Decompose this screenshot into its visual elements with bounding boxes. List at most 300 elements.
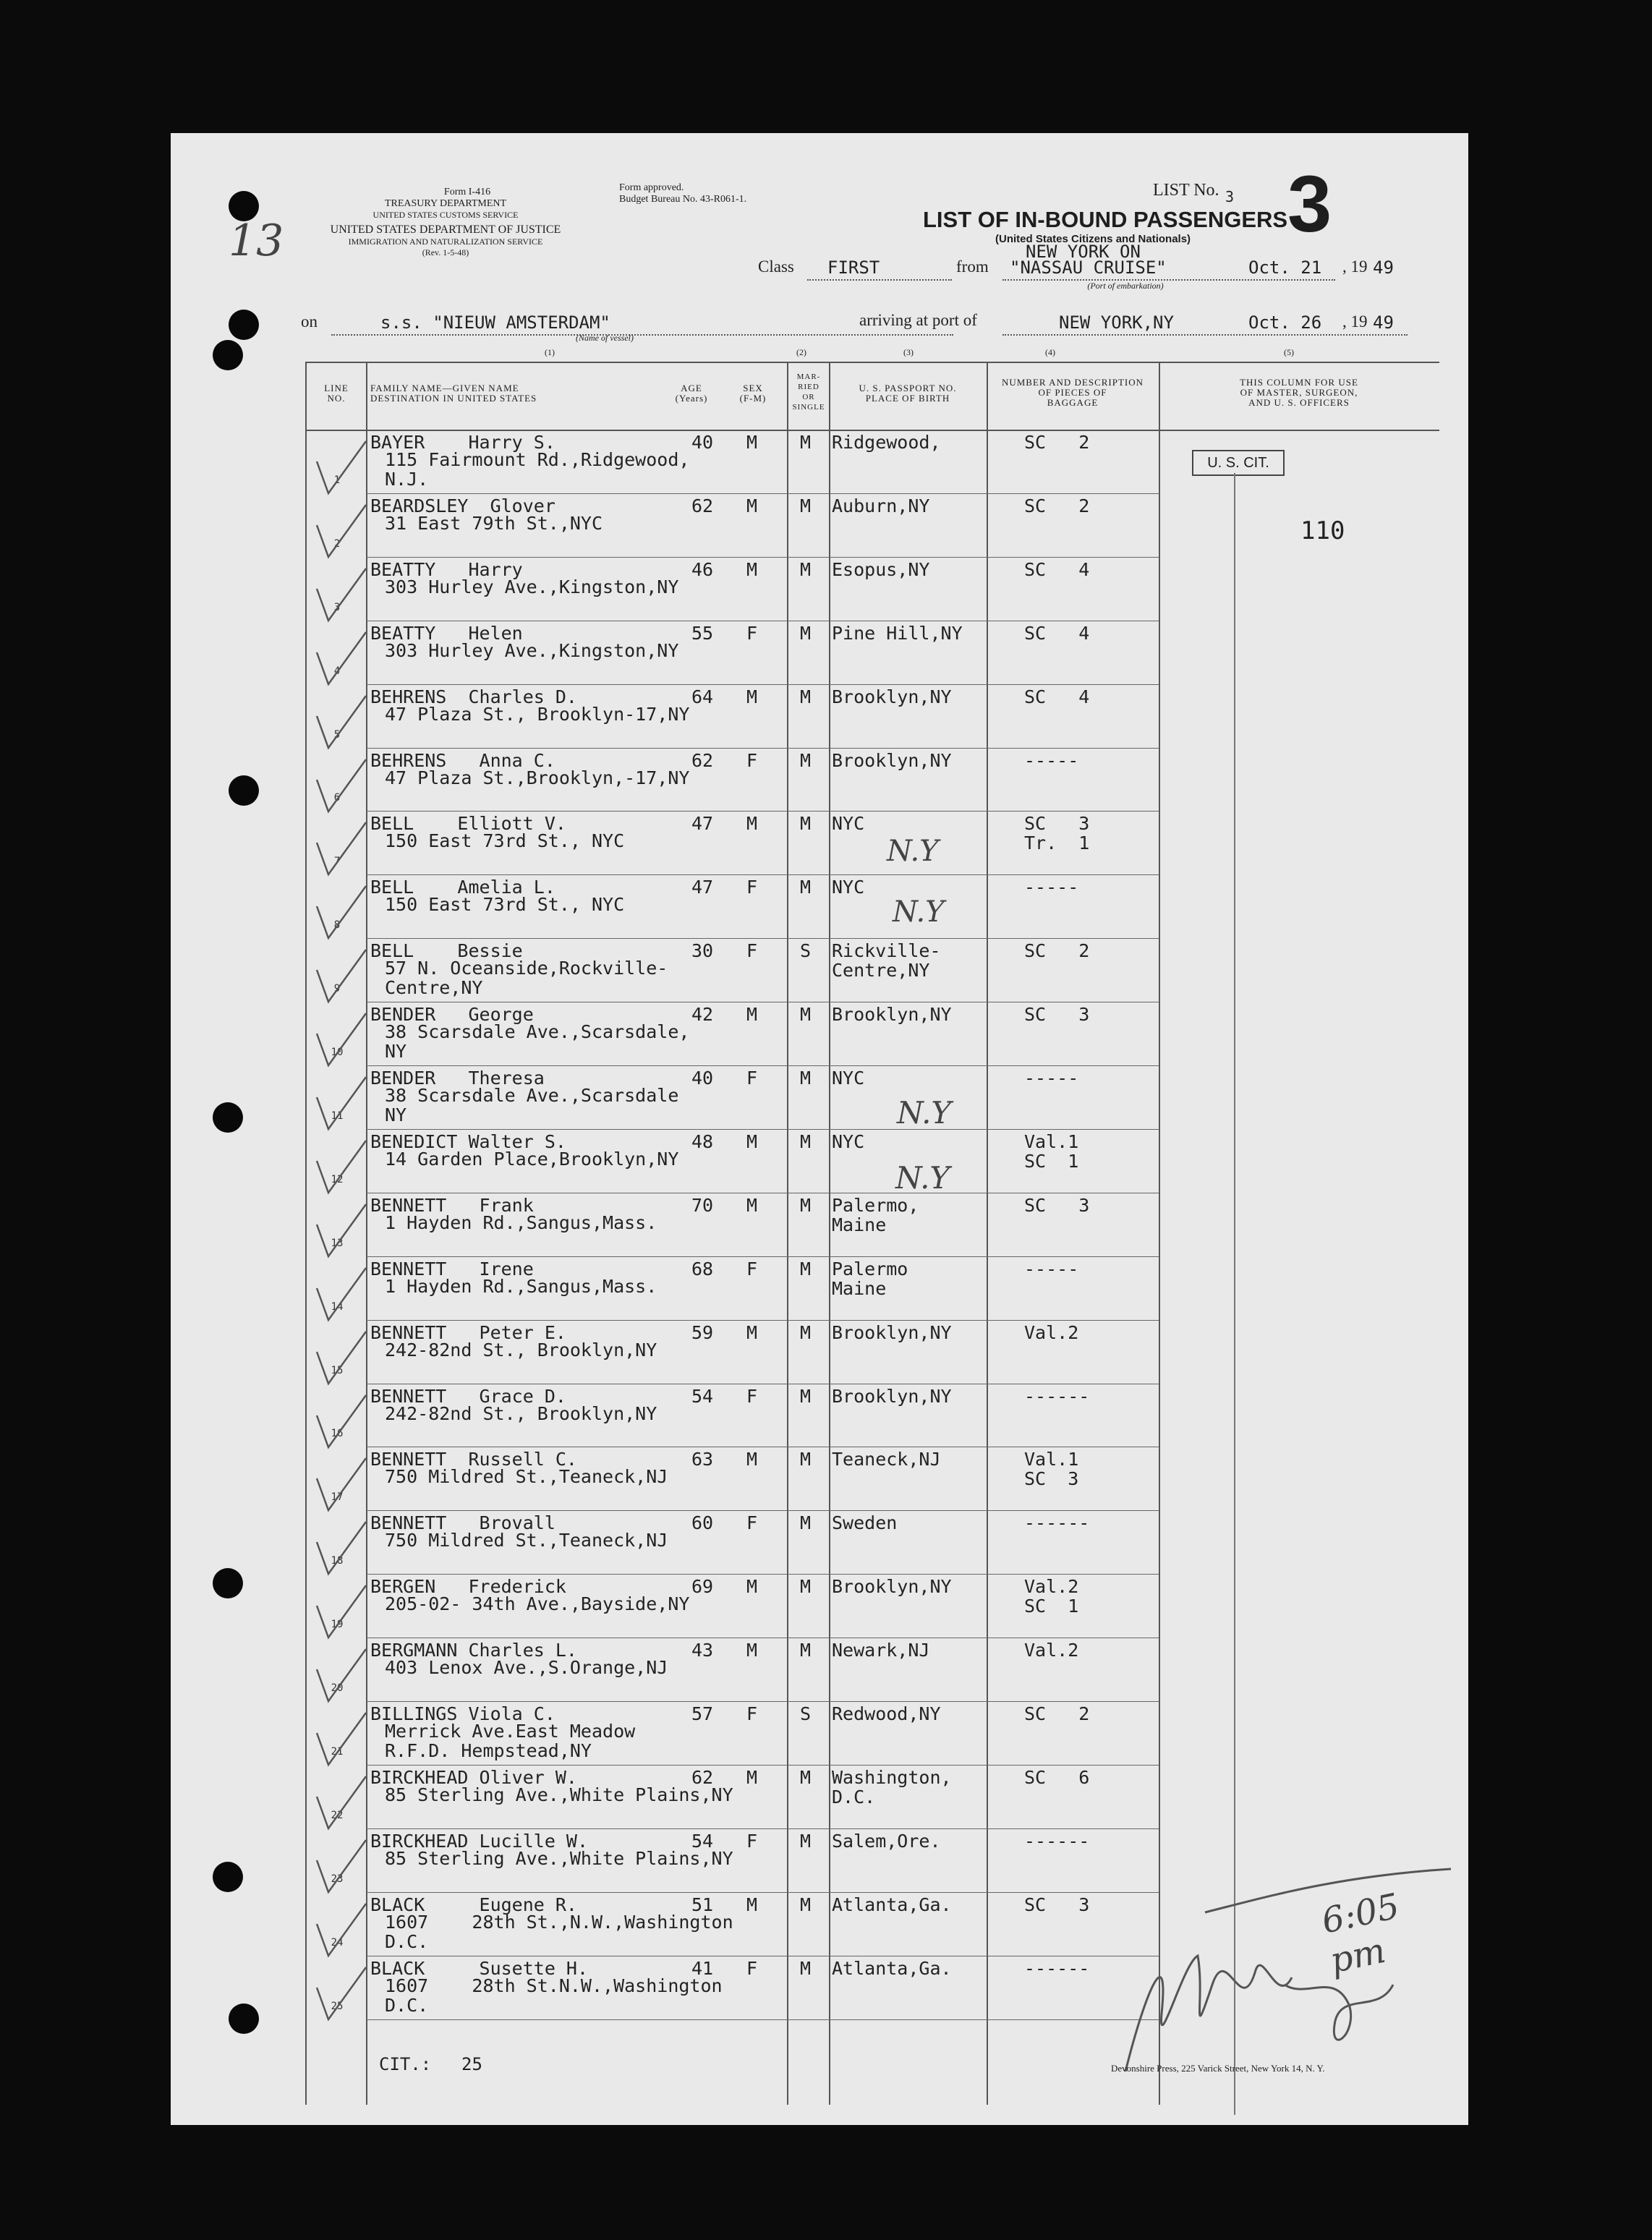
baggage: ------ [1024,1385,1090,1407]
baggage: Val.1 SC 3 [1024,1449,1079,1490]
marital-status: S [800,940,812,962]
col-header-baggage: NUMBER AND DESCRIPTION OF PIECES OF BAGGAGE [1001,377,1144,408]
baggage: Val.1 SC 1 [1024,1130,1079,1172]
line-number: 22 [331,1809,344,1821]
baggage: SC 4 [1024,686,1090,707]
treasury-dept: TREASURY DEPARTMENT [384,198,507,209]
handwritten-ny: N.Y [897,1095,952,1130]
passenger-address: 85 Sterling Ave.,White Plains,NY [385,1847,733,1869]
marital-status: M [800,749,812,771]
check-mark-icon [312,628,370,693]
passenger-sex: F [746,622,758,644]
passenger-age: 55 [691,622,714,644]
us-citizen-stamp: U. S. CIT. [1192,450,1285,476]
marital-status: M [800,686,812,707]
arrival-year: 49 [1373,312,1394,333]
form-approved: Form approved. [619,182,684,193]
passenger-address: 1 Hayden Rd.,Sangus,Mass. [385,1275,657,1297]
passenger-address: 750 Mildred St.,Teaneck,NJ [385,1466,668,1488]
marital-status: M [800,1385,812,1407]
passenger-sex: M [746,1130,758,1152]
place-of-birth: Pine Hill,NY [832,622,963,644]
place-of-birth: Sweden [832,1512,898,1534]
arrival-date: Oct. 26 [1248,312,1322,333]
line-number: 23 [331,1873,344,1885]
marital-status: M [800,1321,812,1343]
passenger-age: 47 [691,813,714,835]
passenger-age: 41 [691,1957,714,1979]
passenger-sex: M [746,1576,758,1598]
check-mark-icon [312,1963,370,2028]
marital-status: S [800,1703,812,1724]
immigration-service: IMMIGRATION AND NATURALIZATION SERVICE [348,237,543,247]
baggage: Val.2 [1024,1321,1079,1343]
marital-status: M [800,1068,812,1089]
check-mark-icon [312,818,370,883]
passenger-sex: M [746,558,758,580]
passenger-age: 64 [691,686,714,707]
line-number: 18 [331,1555,344,1567]
check-mark-icon [312,1136,370,1201]
place-of-birth: Brooklyn,NY [832,1004,952,1026]
line-number: 15 [331,1364,344,1376]
passenger-sex: F [746,1830,758,1852]
passenger-name: BENNETT Russell C. [370,1449,577,1470]
punch-hole [229,2003,259,2034]
line-number: 4 [333,665,341,677]
row-divider [366,684,1159,685]
passenger-address: 303 Hurley Ave.,Kingston,NY [385,639,679,661]
baggage: SC 3 [1024,1004,1090,1026]
list-number-label: LIST No. [1153,181,1219,200]
passenger-name: BENNETT Peter E. [370,1321,566,1343]
marital-status: M [800,1576,812,1598]
baggage: ----- [1024,877,1079,898]
punch-hole [213,340,243,370]
baggage: Val.2 [1024,1640,1079,1661]
passenger-sex: M [746,1004,758,1026]
baggage: SC 2 [1024,1703,1090,1724]
row-divider [366,811,1159,812]
col-header-sex: SEX (F-M) [739,383,767,404]
passenger-sex: F [746,877,758,898]
passenger-address: 47 Plaza St.,Brooklyn,-17,NY [385,767,690,788]
line-number: 21 [331,1745,344,1758]
budget-bureau: Budget Bureau No. 43-R061-1. [619,194,747,205]
passenger-sex: M [746,813,758,835]
passenger-age: 69 [691,1576,714,1598]
passenger-name: BENNETT Brovall [370,1512,555,1534]
passenger-name: BEARDSLEY Glover [370,495,555,516]
line-number: 6 [333,792,341,804]
check-mark-icon [312,755,370,820]
passenger-sex: M [746,1321,758,1343]
line-number: 12 [331,1173,344,1185]
marital-status: M [800,495,812,516]
place-of-birth: NYC [832,813,865,835]
passenger-name: BEHRENS Anna C. [370,749,555,771]
handwritten-ny: N.Y [895,1160,950,1196]
passenger-address: 47 Plaza St., Brooklyn-17,NY [385,703,690,725]
passenger-address: 205-02- 34th Ave.,Bayside,NY [385,1593,690,1615]
cit-total-label: CIT.: [379,2054,432,2074]
line-number: 2 [333,537,341,550]
list-number-big: 3 [1287,160,1332,249]
col-header-officers: THIS COLUMN FOR USE OF MASTER, SURGEON, AND U. S. OFFICERS [1240,377,1358,408]
col-num-1: (1) [545,347,555,357]
baggage: SC 3 Tr. 1 [1024,813,1090,854]
row-divider [366,1765,1159,1766]
check-mark-icon [312,501,370,566]
passenger-name: BENNETT Frank [370,1194,534,1216]
line-number: 5 [333,728,341,741]
check-mark-icon [312,1645,370,1710]
baggage: SC 4 [1024,558,1090,580]
passenger-address: 1607 28th St.,N.W.,Washington D.C. [385,1911,733,1952]
marital-status: M [800,877,812,898]
col-header-birth: U. S. PASSPORT NO. PLACE OF BIRTH [859,383,957,404]
place-of-birth: Ridgewood, [832,432,941,453]
vessel-name: s.s. "NIEUW AMSTERDAM" [380,312,610,333]
class-value: FIRST [827,257,880,278]
col-num-3: (3) [903,347,914,357]
place-of-birth: Salem,Ore. [832,1830,941,1852]
line-number: 9 [333,983,341,995]
passenger-name: BILLINGS Viola C. [370,1703,555,1724]
passenger-name: BLACK Eugene R. [370,1894,577,1915]
check-mark-icon [312,1264,370,1329]
officer-signature [1118,1854,1465,2086]
passenger-age: 48 [691,1130,714,1152]
line-number: 17 [331,1491,344,1504]
check-mark-icon [312,1836,370,1901]
place-of-birth: NYC [832,877,865,898]
passenger-age: 47 [691,877,714,898]
row-divider [366,557,1159,558]
marital-status: M [800,1258,812,1279]
passenger-name: BLACK Susette H. [370,1957,589,1979]
row-divider [366,2019,1159,2020]
list-number-small: 3 [1225,188,1235,205]
passenger-name: BENDER Theresa [370,1068,545,1089]
row-divider [366,1828,1159,1829]
baggage: ------ [1024,1830,1090,1852]
passenger-age: 43 [691,1640,714,1661]
handwritten-time: 6:05 pm [1318,1886,1403,1982]
baggage: SC 2 [1024,432,1090,453]
place-of-birth: Brooklyn,NY [832,686,952,707]
baggage: ----- [1024,1258,1079,1279]
list-title: LIST OF IN-BOUND PASSENGERS [923,207,1288,232]
check-mark-icon [312,1772,370,1837]
check-mark-icon [312,882,370,947]
passenger-address: Merrick Ave.East Meadow R.F.D. Hempstead,NY [385,1721,636,1761]
departure-date: Oct. 21 [1248,257,1322,278]
passenger-sex: F [746,1258,758,1279]
from-label: from [956,257,989,276]
form-number: Form I-416 [443,187,491,197]
passenger-name: BERGEN Frederick [370,1576,566,1598]
place-of-birth: Rickville- Centre,NY [832,940,941,981]
place-of-birth: Brooklyn,NY [832,1385,952,1407]
handwritten-ny: N.Y [893,895,945,929]
passenger-age: 57 [691,1703,714,1724]
row-divider [366,1574,1159,1575]
passenger-address: 750 Mildred St.,Teaneck,NJ [385,1530,668,1551]
arriving-label: arriving at port of [859,311,977,329]
handwritten-ny: N.Y [887,835,939,868]
passenger-address: 57 N. Oceanside,Rockville- Centre,NY [385,958,668,999]
row-divider [366,1892,1159,1893]
passenger-age: 51 [691,1894,714,1915]
marital-status: M [800,813,812,835]
passenger-sex: M [746,1194,758,1216]
line-number: 19 [331,1619,344,1631]
marital-status: M [800,1766,812,1788]
passenger-name: BERGMANN Charles L. [370,1640,577,1661]
passenger-age: 54 [691,1385,714,1407]
line-number: 11 [331,1110,344,1122]
col-header-married: MAR- RIED OR SINGLE [792,372,825,412]
passenger-sex: M [746,495,758,516]
passenger-age: 62 [691,495,714,516]
check-mark-icon [312,945,370,1010]
passenger-age: 40 [691,432,714,453]
check-mark-icon [312,1517,370,1583]
cit-total-value: 25 [461,2054,482,2074]
passenger-age: 59 [691,1321,714,1343]
passenger-sex: M [746,1449,758,1470]
line-number: 25 [331,2000,344,2012]
passenger-age: 68 [691,1258,714,1279]
passenger-sex: M [746,1766,758,1788]
check-mark-icon [312,1073,370,1138]
passenger-age: 30 [691,940,714,962]
place-of-birth: Redwood,NY [832,1703,941,1724]
marital-status: M [800,1512,812,1534]
passenger-address: 85 Sterling Ave.,White Plains,NY [385,1784,733,1805]
passenger-age: 54 [691,1830,714,1852]
punch-hole [229,310,259,340]
place-of-birth: Atlanta,Ga. [832,1894,952,1915]
line-number: 1 [333,474,341,486]
passenger-name: BELL Elliott V. [370,813,566,835]
passenger-name: BIRCKHEAD Oliver W. [370,1766,577,1788]
margin-handwriting: 13 [229,216,284,266]
passenger-address: 242-82nd St., Brooklyn,NY [385,1339,657,1360]
passenger-address: 38 Scarsdale Ave.,Scarsdale NY [385,1085,679,1125]
marital-status: M [800,1830,812,1852]
passenger-name: BENNETT Grace D. [370,1385,566,1407]
passenger-age: 60 [691,1512,714,1534]
place-of-birth: NYC [832,1130,865,1152]
passenger-age: 62 [691,1766,714,1788]
embark-caption: (Port of embarkation) [1087,281,1164,291]
passenger-name: BEATTY Helen [370,622,523,644]
col-header-line: LINE NO. [324,383,349,404]
passenger-name: BAYER Harry S. [370,432,555,453]
passenger-sex: M [746,686,758,707]
passenger-address: 14 Garden Place,Brooklyn,NY [385,1148,679,1170]
row-divider [366,1320,1159,1321]
row-divider [366,748,1159,749]
row-divider [366,493,1159,494]
annotation-110: 110 [1300,516,1345,545]
baggage: ----- [1024,749,1079,771]
col-header-name: FAMILY NAME—GIVEN NAME DESTINATION IN UNITED STATES [370,383,537,404]
on-label: on [301,312,318,331]
punch-hole [213,1568,243,1598]
passenger-sex: M [746,1640,758,1661]
baggage: SC 3 [1024,1894,1090,1915]
vessel-caption: (Name of vessel) [576,333,634,343]
passenger-name: BENDER George [370,1004,534,1026]
place-of-birth: Brooklyn,NY [832,1321,952,1343]
marital-status: M [800,432,812,453]
place-of-birth: Atlanta,Ga. [832,1957,952,1979]
passenger-name: BENEDICT Walter S. [370,1130,566,1152]
departure-year: 49 [1373,257,1394,278]
passenger-address: 115 Fairmount Rd.,Ridgewood, N.J. [385,449,690,490]
printer-imprint: Devonshire Press, 225 Varick Street, New York 14, N. Y. [1111,2063,1325,2074]
place-of-birth: Auburn,NY [832,495,930,516]
check-mark-icon [312,1391,370,1456]
place-of-birth: Washington, D.C. [832,1766,952,1807]
row-divider [366,1129,1159,1130]
col-header-age: AGE (Years) [675,383,708,404]
arrival-port: NEW YORK,NY [1059,312,1174,333]
marital-status: M [800,1640,812,1661]
place-of-birth: Teaneck,NJ [832,1449,941,1470]
col-num-2: (2) [796,347,806,357]
baggage: Val.2 SC 1 [1024,1576,1079,1617]
marital-status: M [800,622,812,644]
passenger-age: 40 [691,1068,714,1089]
baggage: SC 6 [1024,1766,1090,1788]
row-divider [366,1065,1159,1066]
passenger-sex: F [746,1385,758,1407]
departure-year-prefix: , 19 [1342,257,1368,276]
passenger-age: 62 [691,749,714,771]
passenger-name: BELL Bessie [370,940,523,962]
passenger-address: 31 East 79th St.,NYC [385,512,603,534]
passenger-age: 42 [691,1004,714,1026]
passenger-name: BIRCKHEAD Lucille W. [370,1830,589,1852]
passenger-address: 150 East 73rd St., NYC [385,894,625,916]
passenger-sex: F [746,749,758,771]
marital-status: M [800,1957,812,1979]
justice-dept: UNITED STATES DEPARTMENT OF JUSTICE [330,223,561,236]
passenger-name: BEHRENS Charles D. [370,686,577,707]
place-of-birth: Palermo, Maine [832,1194,919,1235]
baggage: SC 2 [1024,940,1090,962]
baggage: ------ [1024,1957,1090,1979]
marital-status: M [800,1194,812,1216]
class-label: Class [758,257,794,276]
check-mark-icon [312,1581,370,1646]
embark-port-line1: NEW YORK ON [1026,242,1141,262]
punch-hole [213,1862,243,1892]
passenger-sex: M [746,432,758,453]
passenger-sex: F [746,940,758,962]
passenger-sex: F [746,1703,758,1724]
passenger-age: 70 [691,1194,714,1216]
form-revision: (Rev. 1-5-48) [422,247,469,257]
place-of-birth: Palermo Maine [832,1258,908,1299]
marital-status: M [800,1130,812,1152]
list-subtitle: (United States Citizens and Nationals) [995,233,1191,245]
marital-status: M [800,1894,812,1915]
baggage: ------ [1024,1512,1090,1534]
passenger-sex: F [746,1957,758,1979]
row-divider [366,874,1159,875]
passenger-sex: M [746,1894,758,1915]
line-number: 8 [333,919,341,932]
punch-hole [229,775,259,806]
passenger-age: 46 [691,558,714,580]
col-num-4: (4) [1045,347,1055,357]
row-divider [366,1510,1159,1511]
marital-status: M [800,1004,812,1026]
check-mark-icon [312,1009,370,1074]
passenger-sex: F [746,1512,758,1534]
passenger-address: 150 East 73rd St., NYC [385,830,625,852]
line-number: 3 [333,601,341,613]
marital-status: M [800,1449,812,1470]
baggage: SC 3 [1024,1194,1090,1216]
passenger-name: BEATTY Harry [370,558,523,580]
place-of-birth: Brooklyn,NY [832,749,952,771]
check-mark-icon [312,1327,370,1392]
check-mark-icon [312,437,370,502]
passenger-address: 242-82nd St., Brooklyn,NY [385,1402,657,1424]
line-number: 14 [331,1300,344,1313]
passenger-sex: F [746,1068,758,1089]
baggage: ----- [1024,1068,1079,1089]
line-number: 10 [331,1047,344,1058]
manifest-page [171,133,1468,2125]
place-of-birth: Brooklyn,NY [832,1576,952,1598]
passenger-name: BELL Amelia L. [370,877,555,898]
passenger-address: 1607 28th St.N.W.,Washington D.C. [385,1975,723,2016]
passenger-address: 38 Scarsdale Ave.,Scarsdale, NY [385,1021,690,1062]
baggage: SC 4 [1024,622,1090,644]
passenger-address: 303 Hurley Ave.,Kingston,NY [385,576,679,597]
passenger-address: 1 Hayden Rd.,Sangus,Mass. [385,1211,657,1233]
row-divider [366,1256,1159,1257]
baggage: SC 2 [1024,495,1090,516]
place-of-birth: Esopus,NY [832,558,930,580]
arrival-year-prefix: , 19 [1342,312,1368,331]
line-number: 13 [331,1237,344,1249]
line-number: 20 [331,1682,344,1694]
customs-service: UNITED STATES CUSTOMS SERVICE [372,210,519,220]
embark-port-line2: "NASSAU CRUISE" [1010,257,1167,278]
col-num-5: (5) [1284,347,1294,357]
line-number: 16 [331,1428,344,1440]
place-of-birth: Newark,NJ [832,1640,930,1661]
check-mark-icon [312,1899,370,1964]
row-divider [366,1701,1159,1702]
check-mark-icon [312,691,370,757]
line-number: 24 [331,1936,344,1949]
check-mark-icon [312,1454,370,1519]
punch-hole [213,1102,243,1133]
check-mark-icon [312,1200,370,1265]
check-mark-icon [312,1708,370,1773]
marital-status: M [800,558,812,580]
passenger-name: BENNETT Irene [370,1258,534,1279]
